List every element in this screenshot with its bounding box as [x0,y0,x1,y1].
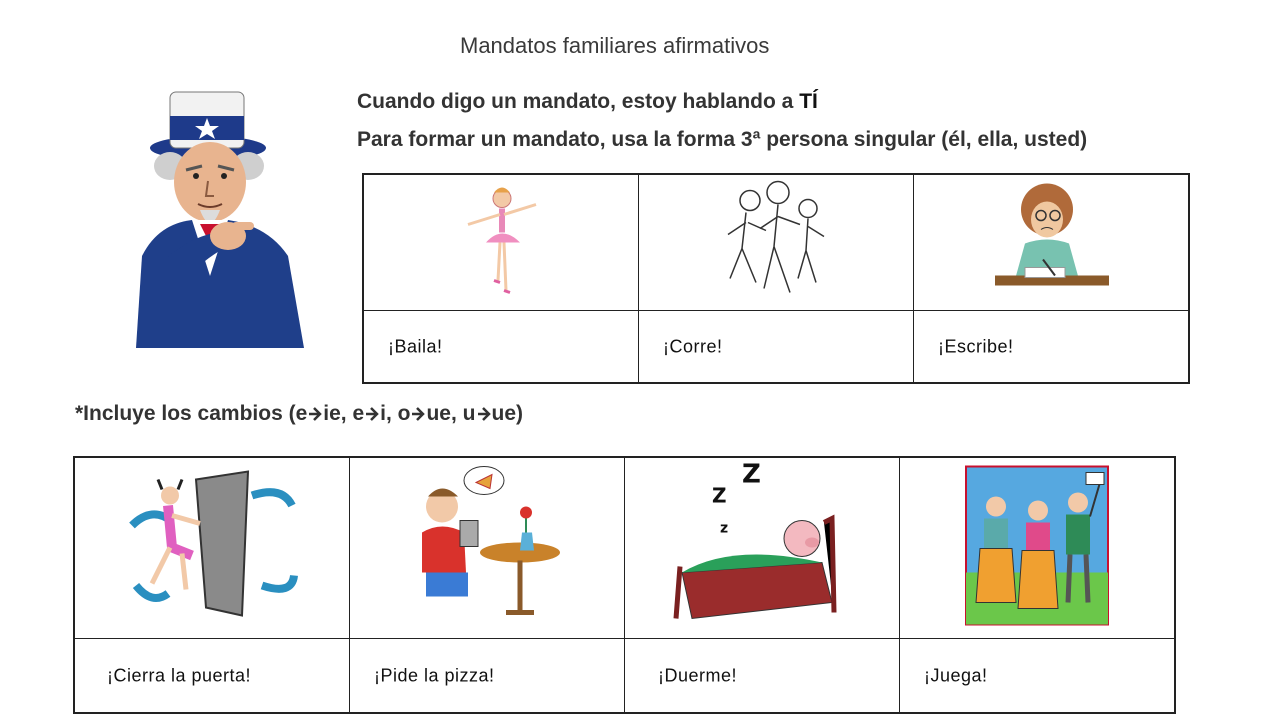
caption-cell-cierra [75,639,350,712]
caption-cierra: ¡Cierra la puerta! [107,665,252,685]
caption-juega: ¡Juega! [924,665,988,685]
svg-text:Z: Z [712,483,727,508]
arrow-right-icon [365,406,379,422]
svg-text:Z: Z [742,462,761,490]
instruction-line-2: Para formar un mandato, usa la forma 3ª persona singular (él, ella, usted) [357,128,1088,151]
pizza-order-icon [402,463,572,634]
arrow-right-icon [411,406,425,422]
commands-table-regular [362,173,1190,384]
caption-cell-juega [900,639,1174,712]
caption-pide: ¡Pide la pizza! [374,665,495,685]
caption-corre: ¡Corre! [663,336,723,356]
caption-duerme: ¡Duerme! [658,665,738,685]
note-part-3: i, o [380,402,411,425]
sack-race-icon [962,463,1112,634]
commands-table-stem-changing [73,456,1176,714]
page-title: Mandatos familiares afirmativos [460,33,770,58]
note-part-4: ue, u [426,402,476,425]
note-part-2: ie, e [323,402,365,425]
uncle-sam-icon [128,86,338,353]
writer-icon [981,179,1121,306]
stem-change-note [75,402,523,426]
caption-cell-pide [350,639,625,712]
caption-baila: ¡Baila! [388,336,443,356]
arrow-right-icon [308,406,322,422]
image-cell-corre [639,175,914,311]
image-cell-cierra [75,458,350,639]
ballerina-icon [456,180,546,305]
caption-cell-escribe [914,311,1188,382]
note-part-1: *Incluye los cambios (e [75,402,308,425]
arrow-right-icon [477,406,491,422]
instruction-line-1 [357,90,818,114]
image-cell-baila [364,175,639,311]
instruction-line-1-text: Cuando digo un mandato, estoy hablando a [357,90,800,113]
caption-cell-duerme [625,639,900,712]
image-cell-juega [900,458,1174,639]
runners-icon [716,178,836,307]
door-closing-icon [122,466,302,631]
caption-cell-baila [364,311,639,382]
note-part-5: ue) [491,402,523,425]
caption-cell-corre [639,311,914,382]
image-cell-escribe [914,175,1188,311]
svg-text:z: z [720,520,729,537]
caption-escribe: ¡Escribe! [938,336,1014,356]
sleeping-pig-icon [672,463,852,634]
image-cell-duerme [625,458,900,639]
image-cell-pide [350,458,625,639]
instruction-line-1-accent: TÍ [799,90,818,113]
